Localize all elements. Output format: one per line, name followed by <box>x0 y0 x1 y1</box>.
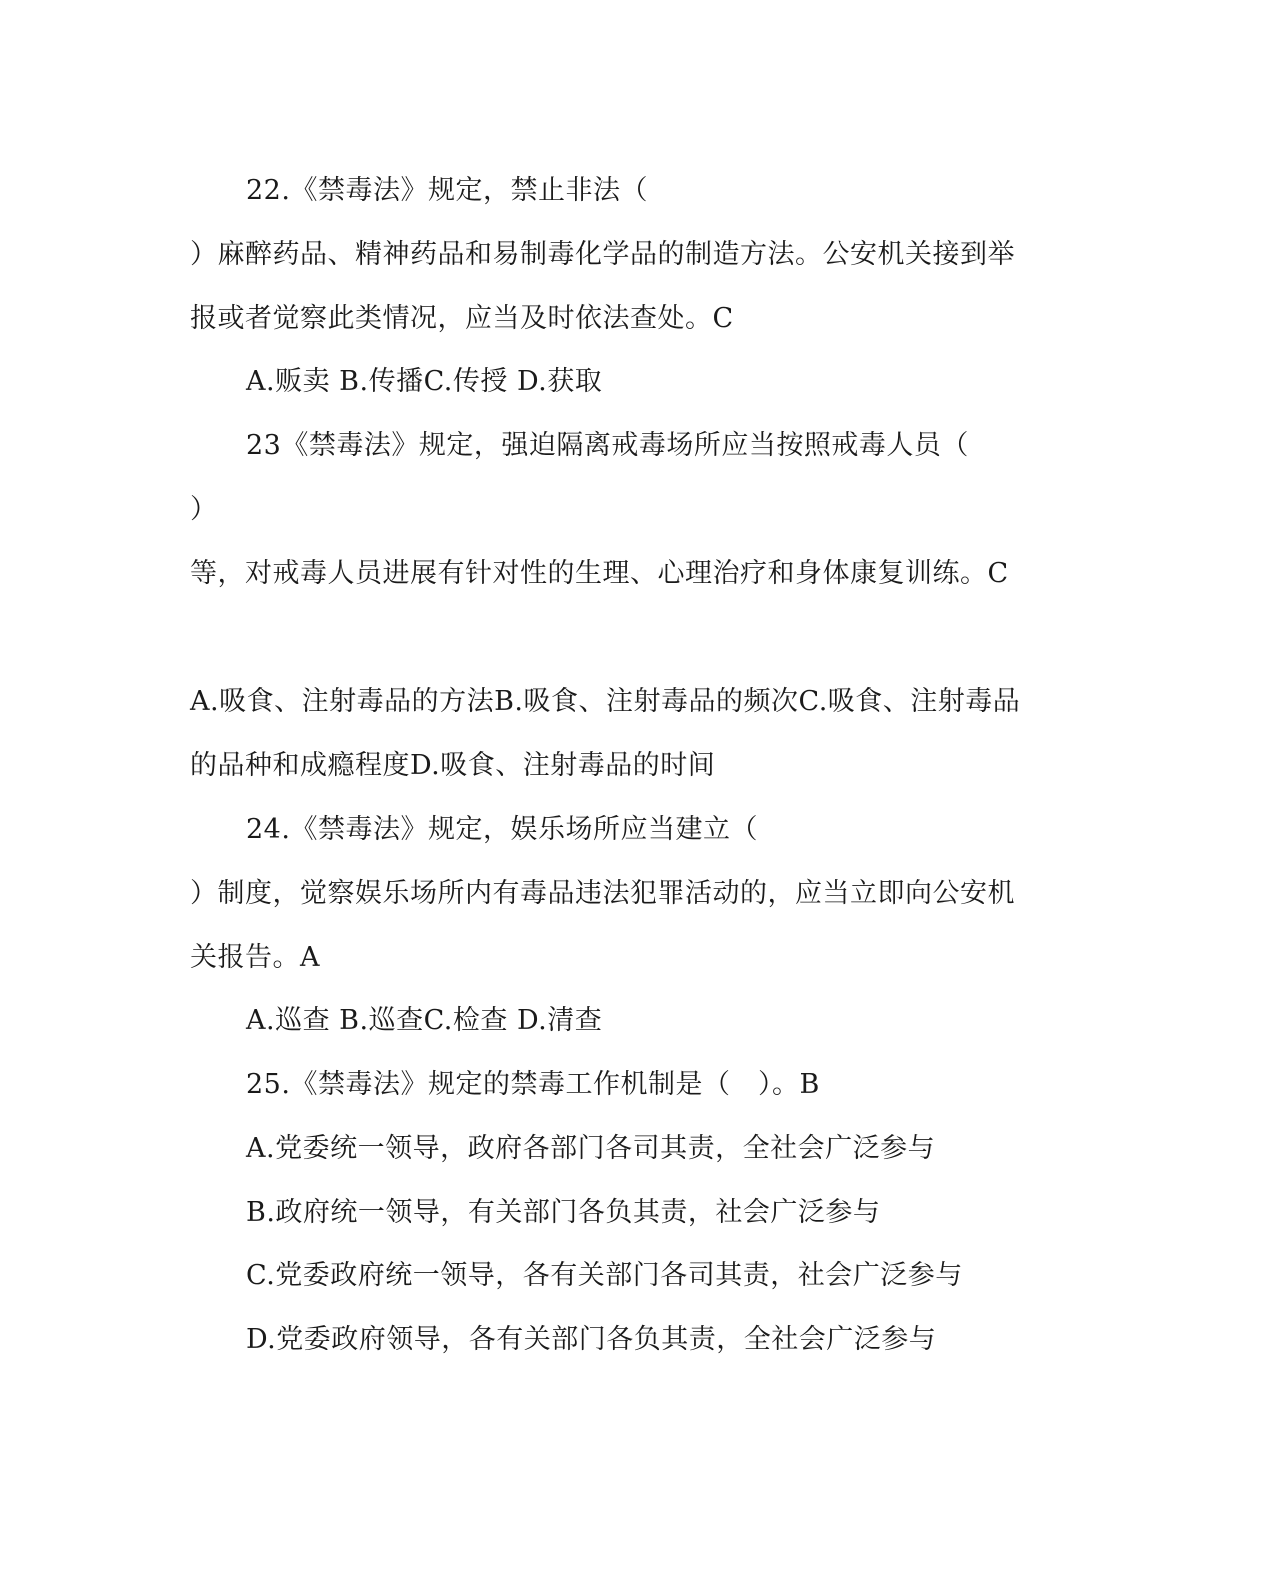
question-24-options: A.巡查 B.巡查C.检查 D.清查 <box>246 1005 603 1036</box>
question-22-stem: 22.《禁毒法》规定，禁止非法（ <box>246 175 648 206</box>
question-25-option-a: A.党委统一领导，政府各部门各司其责，全社会广泛参与 <box>246 1133 936 1164</box>
question-22-text-end: 报或者觉察此类情况，应当及时依法查处。C <box>190 303 734 334</box>
question-25-stem: 25.《禁毒法》规定的禁毒工作机制是（ ）。B <box>246 1069 820 1100</box>
question-24-stem: 24.《禁毒法》规定，娱乐场所应当建立（ <box>246 814 758 845</box>
question-23-stem: 23《禁毒法》规定，强迫隔离戒毒场所应当按照戒毒人员（ <box>246 430 969 461</box>
question-23-options: A.吸食、注射毒品的方法B.吸食、注射毒品的频次C.吸食、注射毒品 <box>190 686 1021 717</box>
question-25-option-c: C.党委政府统一领导，各有关部门各司其责，社会广泛参与 <box>246 1260 963 1291</box>
question-22-text: ）麻醉药品、精神药品和易制毒化学品的制造方法。公安机关接到举 <box>190 239 1015 270</box>
question-23-blank-close: ） <box>190 494 218 525</box>
question-22-options: A.贩卖 B.传播C.传授 D.获取 <box>246 366 603 397</box>
question-25-option-d: D.党委政府领导，各有关部门各负其责，全社会广泛参与 <box>246 1324 937 1355</box>
question-24-text-end: 关报告。A <box>190 942 320 973</box>
question-24-text: ）制度，觉察娱乐场所内有毒品违法犯罪活动的，应当立即向公安机 <box>190 878 1015 909</box>
question-25-option-b: B.政府统一领导，有关部门各负其责，社会广泛参与 <box>246 1197 881 1228</box>
question-23-text: 等，对戒毒人员进展有针对性的生理、心理治疗和身体康复训练。C <box>190 558 1009 589</box>
question-23-options-end: 的品种和成瘾程度D.吸食、注射毒品的时间 <box>190 750 716 781</box>
